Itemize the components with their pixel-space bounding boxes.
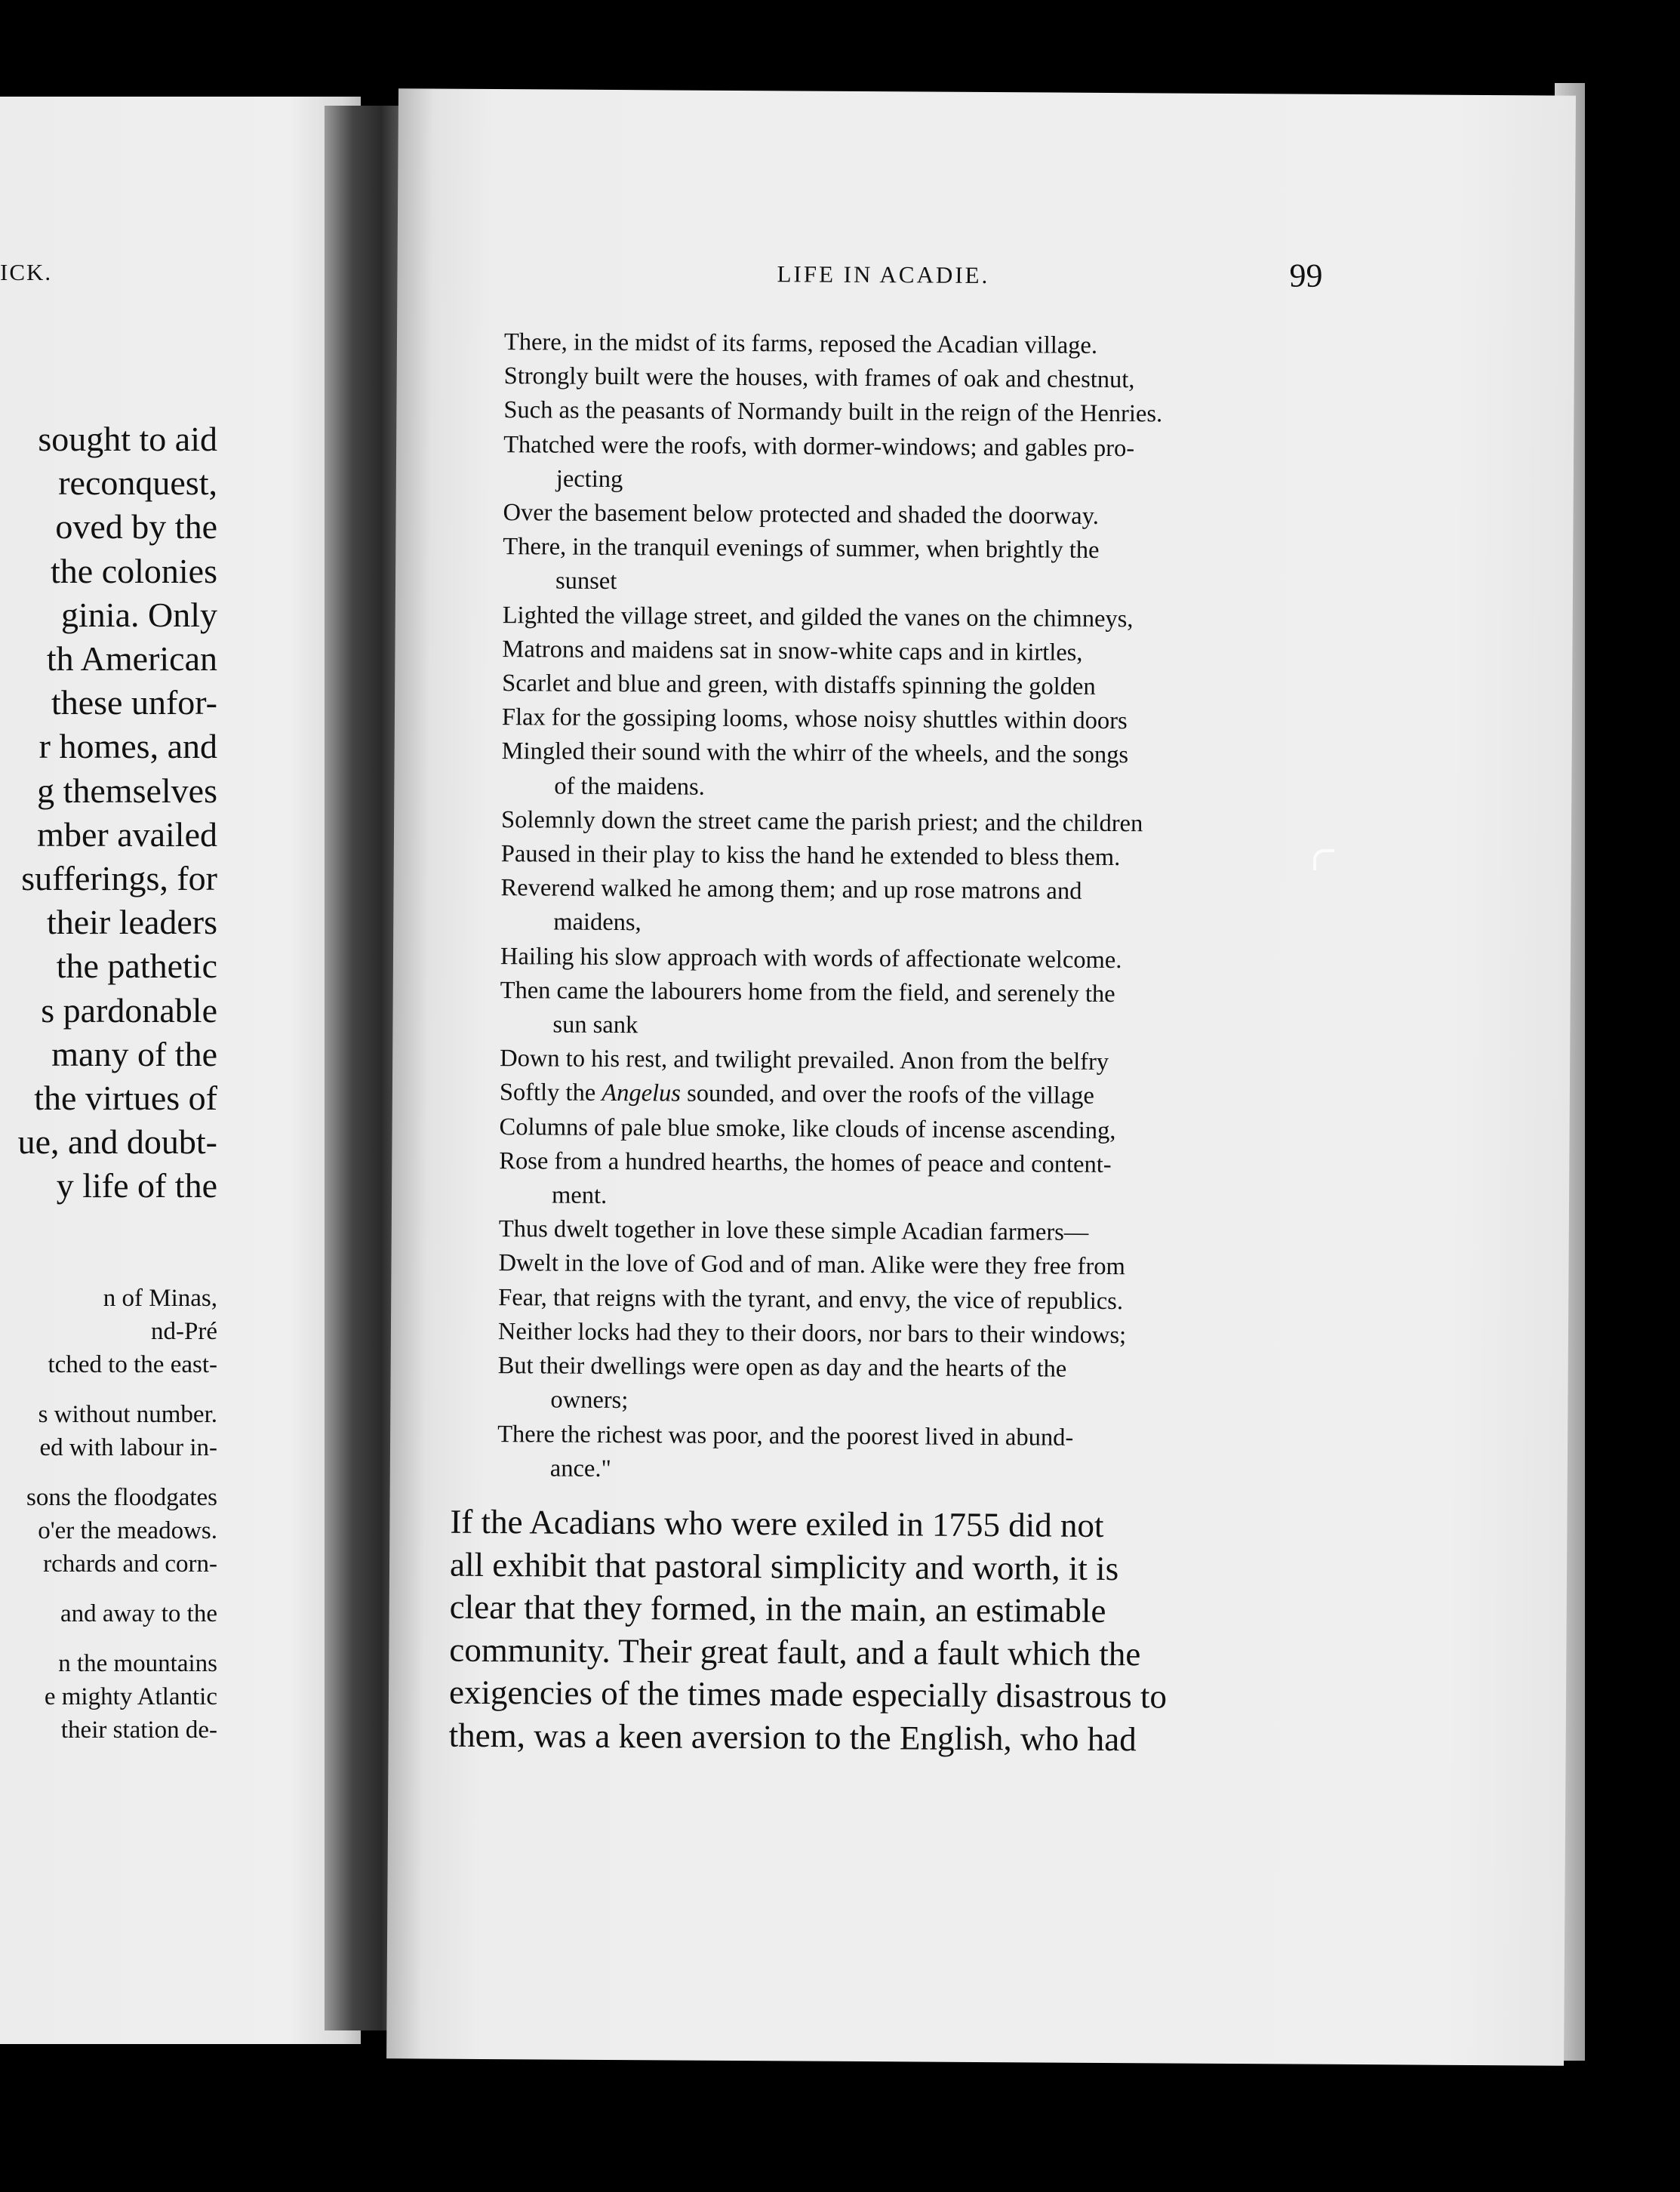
poem-continuation-line: jecting xyxy=(555,465,623,493)
poem-line: Solemnly down the street came the parish priest; and the children xyxy=(500,805,1143,838)
left-body-line: y life of the xyxy=(56,1166,217,1205)
paragraph-line: community. Their great fault, and a fault which the xyxy=(449,1630,1141,1673)
paragraph-line: clear that they formed, in the main, an estimable xyxy=(449,1587,1106,1630)
poem-continuation-line: maidens, xyxy=(553,908,642,937)
paragraph-line: exigencies of the times made especially disastrous to xyxy=(448,1673,1168,1716)
left-body-line: the virtues of xyxy=(34,1079,217,1118)
poem-continuation-line: ment. xyxy=(551,1181,608,1210)
left-note-line: and away to the xyxy=(60,1600,217,1627)
poem-line: Mingled their sound with the whirr of the wheels, and the songs xyxy=(501,737,1129,769)
poem-line: But their dwellings were open as day and the hearts of the xyxy=(497,1352,1067,1383)
poem-line: Hailing his slow approach with words of affectionate welcome. xyxy=(500,942,1122,974)
running-title: LIFE IN ACADIE. xyxy=(777,260,990,289)
paragraph-line: all exhibit that pastoral simplicity and worth, it is xyxy=(449,1545,1119,1587)
stanza-gap xyxy=(0,1464,217,1481)
left-note-line: s without number. xyxy=(38,1401,217,1428)
left-body-line: many of the xyxy=(51,1034,217,1073)
left-note-line: o'er the meadows. xyxy=(38,1517,217,1544)
left-body-line: mber availed xyxy=(37,814,217,854)
scan-artifact-mark xyxy=(1313,849,1334,870)
left-body-line: their leaders xyxy=(46,903,217,942)
left-body-line: oved by the xyxy=(55,507,217,546)
left-note-line: tched to the east- xyxy=(48,1351,217,1378)
running-head xyxy=(398,257,1575,294)
left-body-line: reconquest, xyxy=(58,463,217,503)
left-body-line: sufferings, for xyxy=(21,859,217,898)
left-quoted-notes xyxy=(0,1282,217,1747)
poem-continuation-line: sunset xyxy=(555,567,617,596)
stanza-gap xyxy=(0,1630,217,1647)
poem-line: Reverend walked he among them; and up rose matrons and xyxy=(500,874,1082,906)
poem-line: There, in the tranquil evenings of summer, when brightly the xyxy=(503,533,1100,565)
quoted-poem xyxy=(497,325,1365,1491)
right-page xyxy=(386,88,1576,2065)
left-page xyxy=(0,97,361,2044)
left-body-line: g themselves xyxy=(37,771,217,810)
poem-line: Matrons and maidens sat in snow-white caps and in kirtles, xyxy=(502,635,1083,667)
left-note-line: e mighty Atlantic xyxy=(44,1683,217,1710)
poem-line: Fear, that reigns with the tyrant, and envy, the vice of republics. xyxy=(498,1283,1124,1315)
poem-line: Thus dwelt together in love these simple Acadian farmers— xyxy=(498,1215,1089,1247)
poem-line: Down to his rest, and twilight prevailed. Anon from the belfry xyxy=(500,1045,1109,1076)
poem-line: Lighted the village street, and gilded the vanes on the chimneys, xyxy=(502,601,1134,633)
poem-continuation-line: ance." xyxy=(549,1455,611,1482)
left-note-line: ed with labour in- xyxy=(39,1434,217,1461)
poem-line: Paused in their play to kiss the hand he extended to bless them. xyxy=(500,840,1121,872)
poem-continuation-line: owners; xyxy=(550,1386,629,1415)
poem-line: There, in the midst of its farms, reposed the Acadian village. xyxy=(503,328,1098,359)
poem-line: Softly the Angelus sounded, and over the roofs of the village xyxy=(499,1079,1094,1110)
left-note-line: their station de- xyxy=(60,1716,217,1744)
poem-line: Then came the labourers home from the field, and serenely the xyxy=(500,976,1115,1008)
left-body-line: s pardonable xyxy=(41,990,217,1030)
left-body-line: these unfor- xyxy=(51,683,217,722)
poem-line: There the richest was poor, and the poorest lived in abund- xyxy=(497,1420,1074,1452)
left-note-line: n of Minas, xyxy=(103,1285,217,1312)
left-note-line: sons the floodgates xyxy=(26,1484,217,1511)
italic-word: Angelus xyxy=(602,1079,682,1108)
poem-line: Strongly built were the houses, with frames of oak and chestnut, xyxy=(503,362,1135,394)
left-note-line: nd-Pré xyxy=(151,1318,217,1345)
poem-line: Neither locks had they to their doors, nor bars to their windows; xyxy=(497,1317,1127,1350)
left-body-text xyxy=(0,417,217,1208)
poem-line: Dwelt in the love of God and of man. Alike were they free from xyxy=(498,1249,1125,1281)
poem-line: Such as the peasants of Normandy built in the reign of the Henries. xyxy=(503,396,1163,428)
paragraph-line: them, was a keen aversion to the English, who had xyxy=(448,1716,1137,1758)
poem-line: Columns of pale blue smoke, like clouds of incense ascending, xyxy=(499,1113,1116,1144)
poem-line: Over the basement below protected and shaded the doorway. xyxy=(503,499,1100,530)
left-body-line: the colonies xyxy=(51,551,217,590)
paragraph-line: If the Acadians who were exiled in 1755 did not xyxy=(450,1502,1104,1544)
body-paragraph xyxy=(449,1501,1294,1762)
poem-line: Rose from a hundred hearths, the homes of peace and content- xyxy=(499,1147,1112,1178)
poem-continuation-line: sun sank xyxy=(552,1011,638,1039)
left-body-line: th American xyxy=(46,639,217,679)
left-body-line: ue, and doubt- xyxy=(17,1122,217,1162)
left-body-line: the pathetic xyxy=(56,947,217,986)
left-note-line: n the mountains xyxy=(58,1650,217,1677)
stanza-gap xyxy=(0,1581,217,1597)
poem-line: Scarlet and blue and green, with distaffs spinning the golden xyxy=(502,670,1096,700)
left-running-head: ICK. xyxy=(0,259,53,285)
poem-line: Flax for the gossiping looms, whose noisy shuttles within doors xyxy=(501,703,1128,735)
poem-line: Thatched were the roofs, with dormer-windows; and gables pro- xyxy=(503,430,1135,462)
left-note-line: rchards and corn- xyxy=(43,1550,217,1578)
page-number: 99 xyxy=(1289,257,1323,294)
left-body-line: r homes, and xyxy=(38,727,217,766)
left-body-line: ginia. Only xyxy=(61,595,217,634)
left-body-line: sought to aid xyxy=(38,420,217,458)
stanza-gap xyxy=(0,1381,217,1398)
poem-continuation-line: of the maidens. xyxy=(554,772,705,801)
